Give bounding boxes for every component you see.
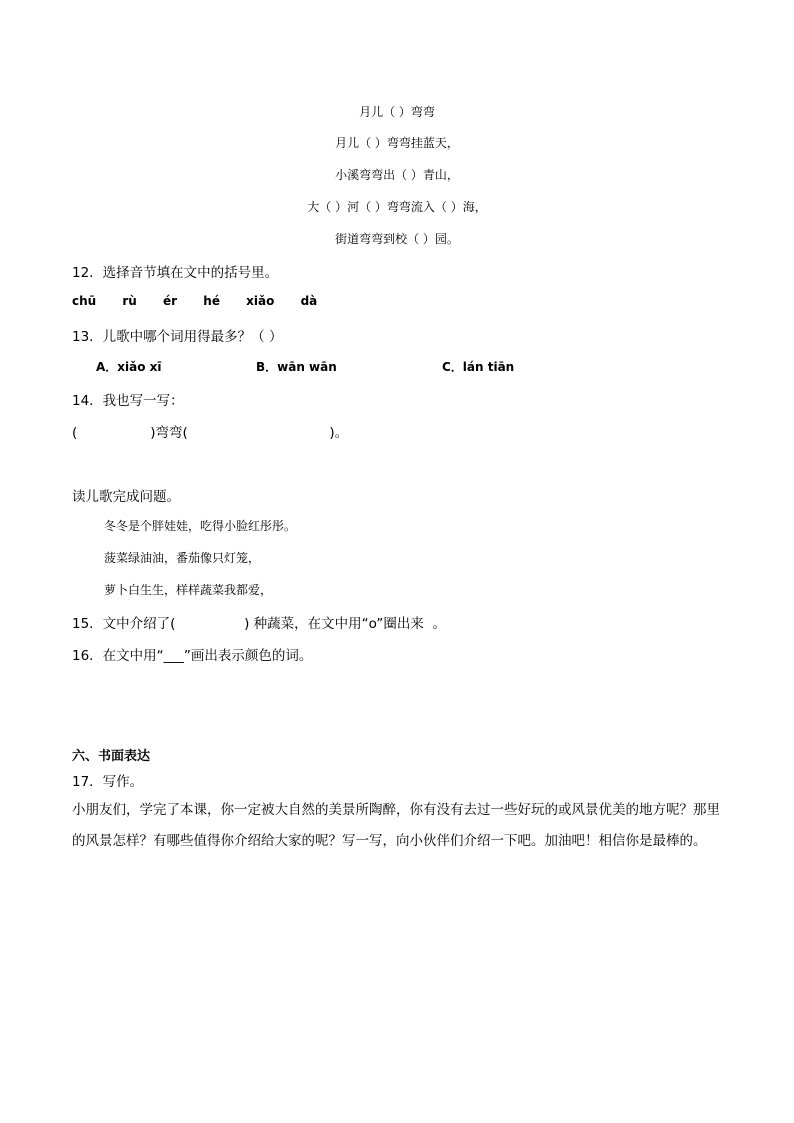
reading-intro: 读儿歌完成问题。 (72, 489, 180, 505)
poem-line-3: 大（ ）河（ ）弯弯流入（ ）海， (307, 200, 487, 214)
song-line-2: 菠菜绿油油，番茄像只灯笼， (104, 551, 261, 565)
option-a: A．xiǎo xī (96, 360, 162, 374)
question-14: 14．我也写一写： (72, 393, 184, 409)
option-b: B．wān wān (256, 360, 337, 374)
question-14-fill: ( )弯弯( )。 (72, 425, 349, 441)
pinyin-item: xiǎo (246, 294, 275, 308)
poem-line-2: 小溪弯弯出（ ）青山， (335, 168, 459, 182)
question-13-options (96, 358, 696, 374)
section-6-title: 六、书面表达 (72, 749, 151, 764)
pinyin-item: ér (163, 294, 178, 308)
pinyin-item: dà (300, 294, 318, 308)
option-c: C．lán tiān (442, 360, 515, 374)
pinyin-options (72, 294, 339, 308)
essay-prompt: 小朋友们，学完了本课，你一定被大自然的美景所陶醉，你有没有去过一些好玩的或风景优美的地方呢？那里的风景怎样？有哪些值得你介绍给大家的呢？写一写，向小伙伴们介绍一下吧。加油吧！相信你是最棒的。 (72, 802, 720, 849)
poem-line-1: 月儿（ ）弯弯挂蓝天， (335, 136, 459, 150)
pinyin-item: rù (122, 294, 137, 308)
poem-title: 月儿（ ）弯弯 (359, 105, 435, 119)
pinyin-item: hé (203, 294, 220, 308)
question-13: 13．儿歌中哪个词用得最多？（ ） (72, 329, 283, 345)
song-line-3: 萝卜白生生，样样蔬菜我都爱， (104, 583, 273, 597)
question-15: 15．文中介绍了( ) 种蔬菜，在文中用“o”圈出来 。 (72, 616, 447, 632)
question-17: 17．写作。 (72, 774, 144, 790)
pinyin-item: chū (72, 294, 97, 308)
question-16: 16．在文中用“___”画出表示颜色的词。 (72, 648, 313, 664)
poem-line-4: 街道弯弯到校（ ）园。 (335, 232, 459, 246)
song-line-1: 冬冬是个胖娃娃，吃得小脸红彤彤。 (104, 519, 297, 533)
question-12: 12．选择音节填在文中的括号里。 (72, 265, 279, 281)
